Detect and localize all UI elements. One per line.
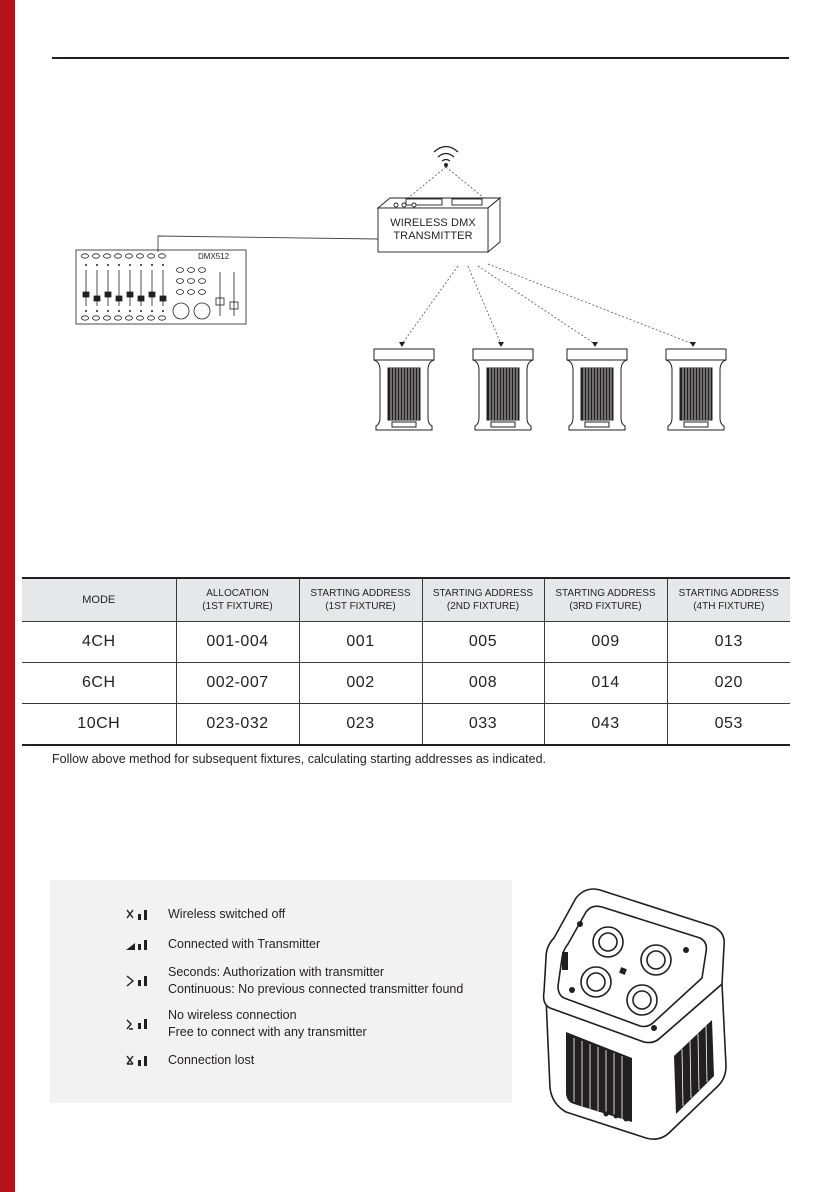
dmx-console xyxy=(76,250,246,324)
cell-allocation: 002-007 xyxy=(176,663,299,704)
cell-address: 023 xyxy=(299,704,422,746)
wireless-dmx-diagram xyxy=(0,0,840,460)
legend-text-line1: Seconds: Authorization with transmitter xyxy=(168,965,385,979)
signal-authorizing-icon xyxy=(125,973,151,987)
header-line1: STARTING ADDRESS xyxy=(678,588,779,599)
table-row xyxy=(22,622,790,663)
header-start-4th xyxy=(667,578,790,622)
header-line2: (1ST FIXTURE) xyxy=(202,601,273,612)
cell-mode: 6CH xyxy=(22,663,176,704)
fixture-1-icon xyxy=(372,348,436,432)
cell-address: 001 xyxy=(299,622,422,663)
cell-mode: 4CH xyxy=(22,622,176,663)
header-line2: (4TH FIXTURE) xyxy=(693,601,765,612)
header-line2: (2ND FIXTURE) xyxy=(446,601,520,612)
cell-address: 043 xyxy=(544,704,667,746)
transmitter-label-line2: TRANSMITTER xyxy=(393,230,473,242)
wifi-icon xyxy=(434,147,458,167)
addressing-note: Follow above method for subsequent fixtures, calculating starting addresses as indicated. xyxy=(52,752,547,766)
signal-lost-icon xyxy=(125,1053,151,1067)
cell-mode: 10CH xyxy=(22,704,176,746)
legend-text-line1: Connected with Transmitter xyxy=(168,937,321,951)
legend-text-line2: Free to connect with any transmitter xyxy=(168,1025,367,1039)
cell-address: 013 xyxy=(667,622,790,663)
transmitter-label xyxy=(378,208,488,252)
cell-address: 009 xyxy=(544,622,667,663)
transmitter-label-line1: WIRELESS DMX xyxy=(390,217,476,229)
console-faders xyxy=(83,270,238,316)
header-line1: STARTING ADDRESS xyxy=(555,588,656,599)
console-top-buttons xyxy=(82,254,166,258)
signal-connected-icon xyxy=(125,937,151,951)
table-row xyxy=(22,663,790,704)
fixture-3-icon xyxy=(565,348,629,432)
cell-address: 005 xyxy=(422,622,544,663)
fixture-4-icon xyxy=(664,348,728,432)
header-start-2nd xyxy=(422,578,544,622)
console-label: DMX512 xyxy=(198,252,230,261)
signal-no-connection-icon xyxy=(125,1016,151,1030)
header-line1: ALLOCATION xyxy=(206,588,269,599)
header-line2: (1ST FIXTURE) xyxy=(325,601,396,612)
table-row xyxy=(22,704,790,746)
header-line2: (3RD FIXTURE) xyxy=(569,601,642,612)
fixture-illustration xyxy=(536,880,736,1142)
header-line1: STARTING ADDRESS xyxy=(432,588,534,599)
address-table xyxy=(22,577,790,746)
legend-text-line1: Wireless switched off xyxy=(168,907,286,921)
legend-text-line1: No wireless connection xyxy=(168,1008,297,1022)
header-mode xyxy=(22,578,176,622)
legend-text-line2: Continuous: No previous connected transmitter found xyxy=(168,982,464,996)
header-allocation xyxy=(176,578,299,622)
cell-address: 053 xyxy=(667,704,790,746)
signal-off-icon xyxy=(125,907,151,921)
cell-allocation: 023-032 xyxy=(176,704,299,746)
console-pad-buttons xyxy=(177,268,206,295)
cell-address: 002 xyxy=(299,663,422,704)
wireless-status-legend xyxy=(50,880,512,1103)
cell-allocation: 001-004 xyxy=(176,622,299,663)
console-bottom-buttons xyxy=(82,316,166,320)
console-knob-right xyxy=(194,303,210,319)
header-line1: STARTING ADDRESS xyxy=(310,588,411,599)
header-mode-label: MODE xyxy=(82,593,116,606)
legend-text-line1: Connection lost xyxy=(168,1053,255,1067)
fixture-2-icon xyxy=(471,348,535,432)
cell-address: 020 xyxy=(667,663,790,704)
console-knob-left xyxy=(173,303,189,319)
header-start-1st xyxy=(299,578,422,622)
cell-address: 008 xyxy=(422,663,544,704)
table-header-row xyxy=(22,578,790,622)
cell-address: 033 xyxy=(422,704,544,746)
header-start-3rd xyxy=(544,578,667,622)
cell-address: 014 xyxy=(544,663,667,704)
